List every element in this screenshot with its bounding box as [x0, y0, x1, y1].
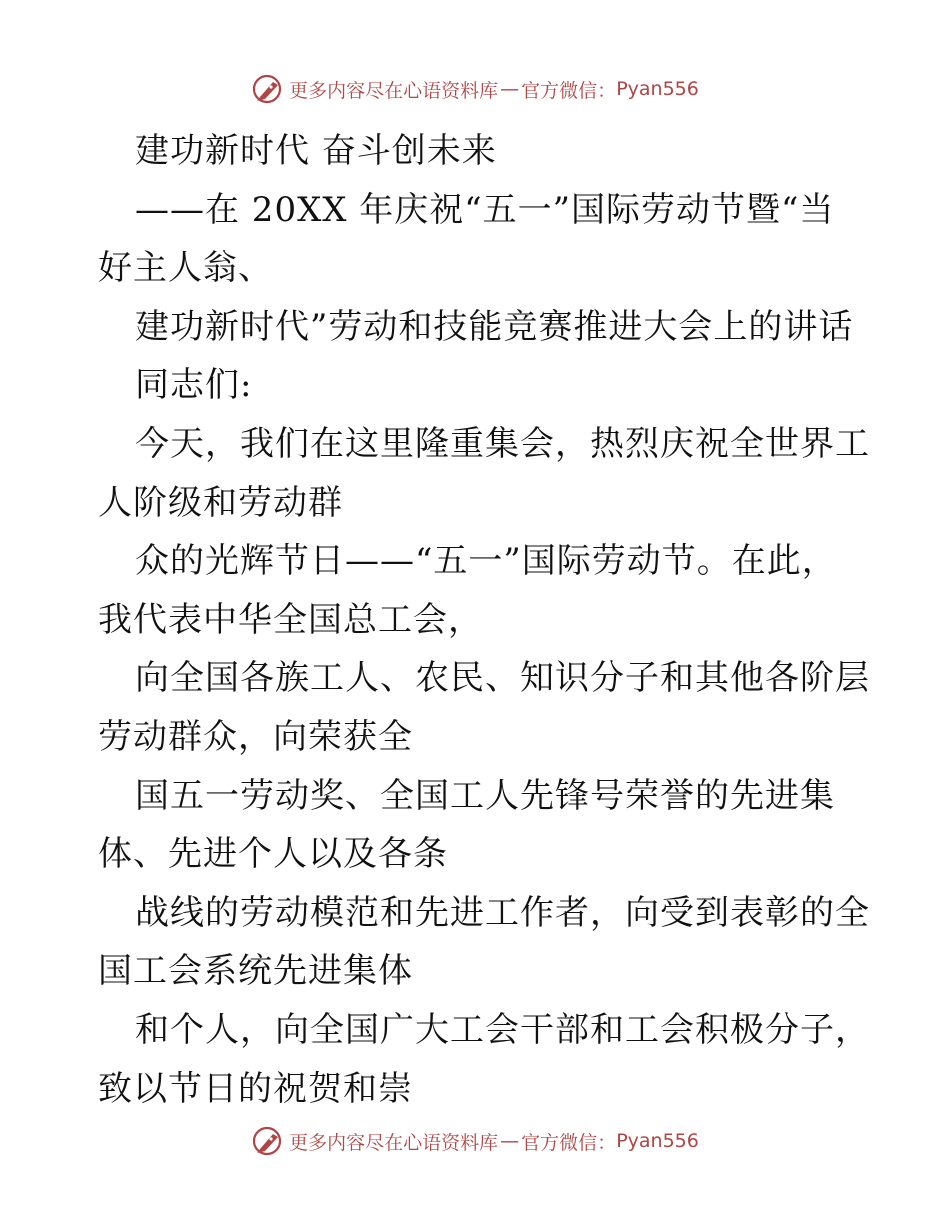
banner-text: 更多内容尽在心语资料库: [289, 79, 499, 102]
paragraph-line: 众的光辉节日——“五一”国际劳动节。在此，: [135, 541, 837, 582]
paragraph-line: 国工会系统先进集体: [98, 951, 413, 992]
speech-subtitle-line-3: 建功新时代”劳动和技能竞赛推进大会上的讲话: [135, 306, 854, 347]
paragraph-line: 我代表中华全国总工会，: [98, 599, 483, 640]
banner-separator: —: [500, 1130, 520, 1152]
paragraph-line: 和个人，向全国广大工会干部和工会积极分子，: [135, 1009, 870, 1050]
banner-account-label: 官方微信：: [521, 79, 617, 102]
paragraph-line: 体、先进个人以及各条: [98, 834, 448, 875]
paragraph-line: 今天，我们在这里隆重集会，热烈庆祝全世界工: [135, 423, 870, 464]
paragraph-line: 致以节日的祝贺和崇: [98, 1068, 413, 1109]
footer-watermark-banner: [0, 1124, 950, 1158]
document-body: [98, 122, 870, 1118]
banner-account-label: 官方微信：: [521, 1131, 617, 1154]
paragraph-line: 战线的劳动模范和先进工作者，向受到表彰的全: [135, 892, 870, 933]
pen-nib-logo-icon: [251, 1124, 285, 1158]
paragraph-line: 劳动群众，向荣获全: [98, 716, 413, 757]
banner-account-id: Pyan556: [616, 1130, 699, 1152]
salutation: 同志们:: [135, 365, 253, 406]
speech-subtitle-line-1: ——在 20XX 年庆祝“五一”国际劳动节暨“当: [135, 189, 835, 230]
paragraph-line: 向全国各族工人、农民、知识分子和其他各阶层: [135, 658, 870, 699]
paragraph-line: 国五一劳动奖、全国工人先锋号荣誉的先进集: [135, 775, 835, 816]
header-watermark-banner: [0, 72, 950, 106]
paragraph-line: 人阶级和劳动群: [98, 482, 343, 523]
banner-separator: —: [500, 78, 520, 100]
banner-text: 更多内容尽在心语资料库: [289, 1131, 499, 1154]
banner-account-id: Pyan556: [616, 78, 699, 100]
pen-nib-logo-icon: [251, 72, 285, 106]
speech-title: 建功新时代 奋斗创未来: [135, 131, 497, 171]
speech-subtitle-line-2: 好主人翁、: [98, 248, 273, 289]
